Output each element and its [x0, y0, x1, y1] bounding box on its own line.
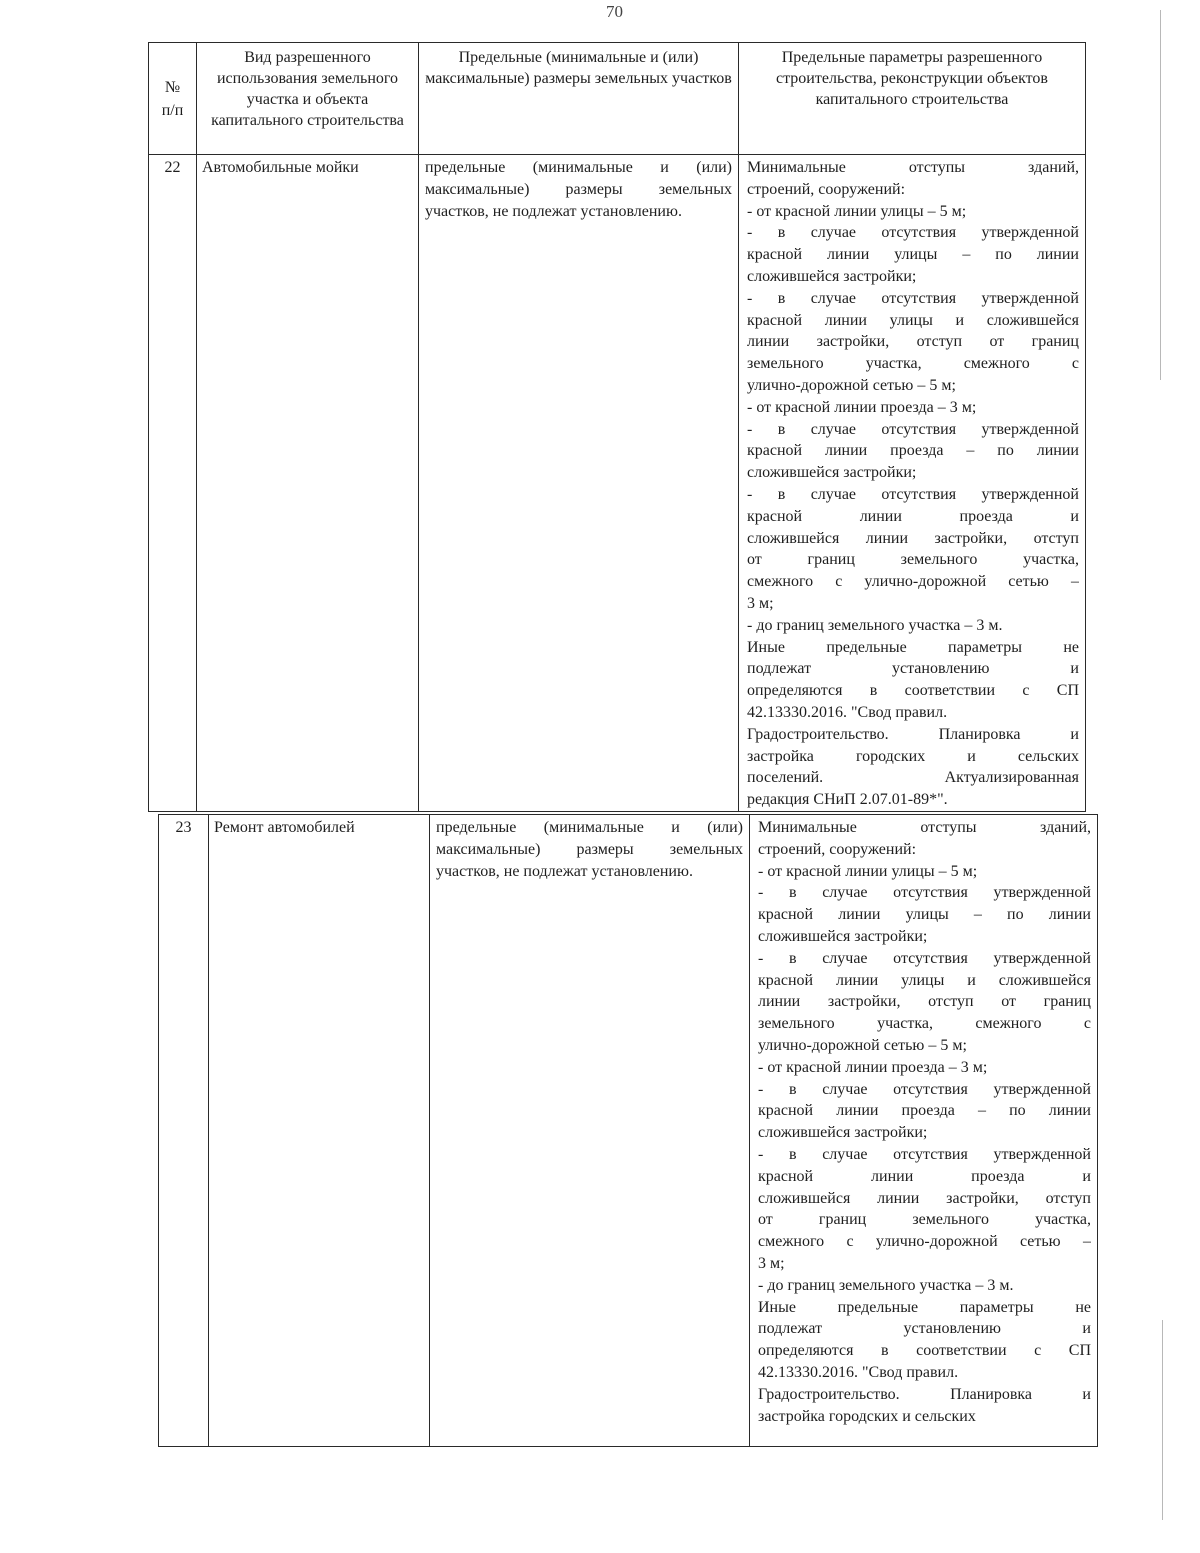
- param-line: Минимальные отступы зданий,: [758, 819, 1091, 836]
- scan-edge-mark: [1160, 10, 1161, 380]
- param-line: подлежат установлению и: [758, 1320, 1091, 1338]
- permitted-use-table-part-1: [148, 42, 1086, 812]
- param-line: сложившейся линии застройки, отступ: [747, 529, 1079, 547]
- param-line: от границ земельного участка,: [747, 551, 1079, 569]
- param-line: - в случае отсутствия утвержденной: [747, 485, 1079, 503]
- param-line: земельного участка, смежного с: [758, 1015, 1091, 1033]
- param-line: сложившейся застройки;: [758, 927, 928, 945]
- param-line: - в случае отсутствия утвержденной: [747, 289, 1079, 307]
- param-line: подлежат установлению и: [747, 660, 1079, 678]
- param-line: красной линии проезда – по линии: [747, 442, 1079, 460]
- page-number: 70: [606, 2, 623, 21]
- header-num: [149, 43, 197, 155]
- param-line: 42.13330.2016. "Свод правил.: [758, 1363, 959, 1381]
- table-row: [149, 155, 1086, 812]
- param-line: сложившейся застройки;: [747, 267, 917, 285]
- param-line: сложившейся линии застройки, отступ: [758, 1189, 1091, 1207]
- param-line: - от красной линии проезда – 3 м;: [747, 398, 977, 416]
- row-plot-size: [430, 815, 750, 1447]
- param-line: Градостроительство. Планировка и: [747, 725, 1079, 743]
- param-line: красной линии улицы и сложившейся: [747, 311, 1079, 329]
- param-line: линии застройки, отступ от границ: [747, 333, 1079, 351]
- param-line: смежного с улично-дорожной сетью –: [758, 1233, 1091, 1251]
- param-line: - до границ земельного участка – 3 м.: [758, 1276, 1014, 1294]
- param-line: строений, сооружений:: [747, 180, 906, 198]
- row-use-type: Автомобильные мойки: [197, 155, 419, 812]
- table-header-row: [149, 43, 1086, 155]
- header-use: Вид разрешенного использования земельного участка и объекта капитального строительства: [197, 43, 419, 155]
- table-row: [159, 815, 1098, 1447]
- row-number: 23: [159, 815, 209, 1447]
- header-num-symbol: №: [164, 78, 181, 96]
- param-line: красной линии проезда и: [758, 1167, 1091, 1185]
- param-line: красной линии улицы – по линии: [747, 246, 1079, 264]
- param-line: красной линии улицы и сложившейся: [758, 971, 1091, 989]
- header-num-abbrev: п/п: [161, 101, 184, 119]
- param-line: 3 м;: [758, 1254, 785, 1272]
- param-line: - в случае отсутствия утвержденной: [747, 420, 1079, 438]
- param-line: поселений. Актуализированная: [747, 769, 1079, 787]
- param-line: Градостроительство. Планировка и: [758, 1385, 1091, 1403]
- param-line: 42.13330.2016. "Свод правил.: [747, 703, 948, 721]
- param-line: смежного с улично-дорожной сетью –: [747, 573, 1079, 591]
- param-line: определяются в соответствии с СП: [758, 1342, 1091, 1360]
- param-line: красной линии улицы – по линии: [758, 906, 1091, 924]
- param-line: - от красной линии проезда – 3 м;: [758, 1058, 988, 1076]
- param-line: строений, сооружений:: [758, 840, 917, 858]
- param-line: редакция СНиП 2.07.01-89*".: [747, 791, 948, 809]
- row-build-params: [739, 155, 1086, 812]
- param-line: - в случае отсутствия утвержденной: [747, 224, 1079, 242]
- param-line: определяются в соответствии с СП: [747, 682, 1079, 700]
- param-line: - в случае отсутствия утвержденной: [758, 1080, 1091, 1098]
- param-line: сложившейся застройки;: [747, 464, 917, 482]
- header-params: Предельные параметры разрешенного строительства, реконструкции объектов капитального строительства: [739, 43, 1086, 155]
- param-line: - в случае отсутствия утвержденной: [758, 884, 1091, 902]
- param-line: линии застройки, отступ от границ: [758, 993, 1091, 1011]
- row-build-params: [750, 815, 1098, 1447]
- row-use-type: Ремонт автомобилей: [209, 815, 430, 1447]
- row-plot-size: [419, 155, 739, 812]
- row-number: 22: [149, 155, 197, 812]
- row-plot-size-text: предельные (минимальные и (или) максимальные) размеры земельных участков, не подлежат установлению.: [425, 159, 732, 220]
- param-line: красной линии проезда и: [747, 507, 1079, 525]
- param-line: - от красной линии улицы – 5 м;: [758, 862, 978, 880]
- permitted-use-table-part-2: [158, 814, 1098, 1447]
- param-line: Иные предельные параметры не: [758, 1298, 1091, 1316]
- row-plot-size-text: предельные (минимальные и (или) максимальные) размеры земельных участков, не подлежат установлению.: [436, 819, 743, 880]
- param-line: - от красной линии улицы – 5 м;: [747, 202, 967, 220]
- param-line: - в случае отсутствия утвержденной: [758, 1145, 1091, 1163]
- param-line: - в случае отсутствия утвержденной: [758, 949, 1091, 967]
- param-line: 3 м;: [747, 594, 774, 612]
- param-line: застройка городских и сельских: [747, 747, 1079, 765]
- header-size: Предельные (минимальные и (или) максимальные) размеры земельных участков: [419, 43, 739, 155]
- param-line: Иные предельные параметры не: [747, 638, 1079, 656]
- param-line: от границ земельного участка,: [758, 1211, 1091, 1229]
- param-line: Минимальные отступы зданий,: [747, 159, 1079, 176]
- param-line: сложившейся застройки;: [758, 1124, 928, 1142]
- param-line: улично-дорожной сетью – 5 м;: [758, 1036, 967, 1054]
- scan-edge-mark-lower: [1162, 1320, 1163, 1520]
- param-line: красной линии проезда – по линии: [758, 1102, 1091, 1120]
- param-line: - до границ земельного участка – 3 м.: [747, 616, 1003, 634]
- param-line: улично-дорожной сетью – 5 м;: [747, 376, 956, 394]
- param-line: застройка городских и сельских: [758, 1407, 976, 1425]
- param-line: земельного участка, смежного с: [747, 355, 1079, 373]
